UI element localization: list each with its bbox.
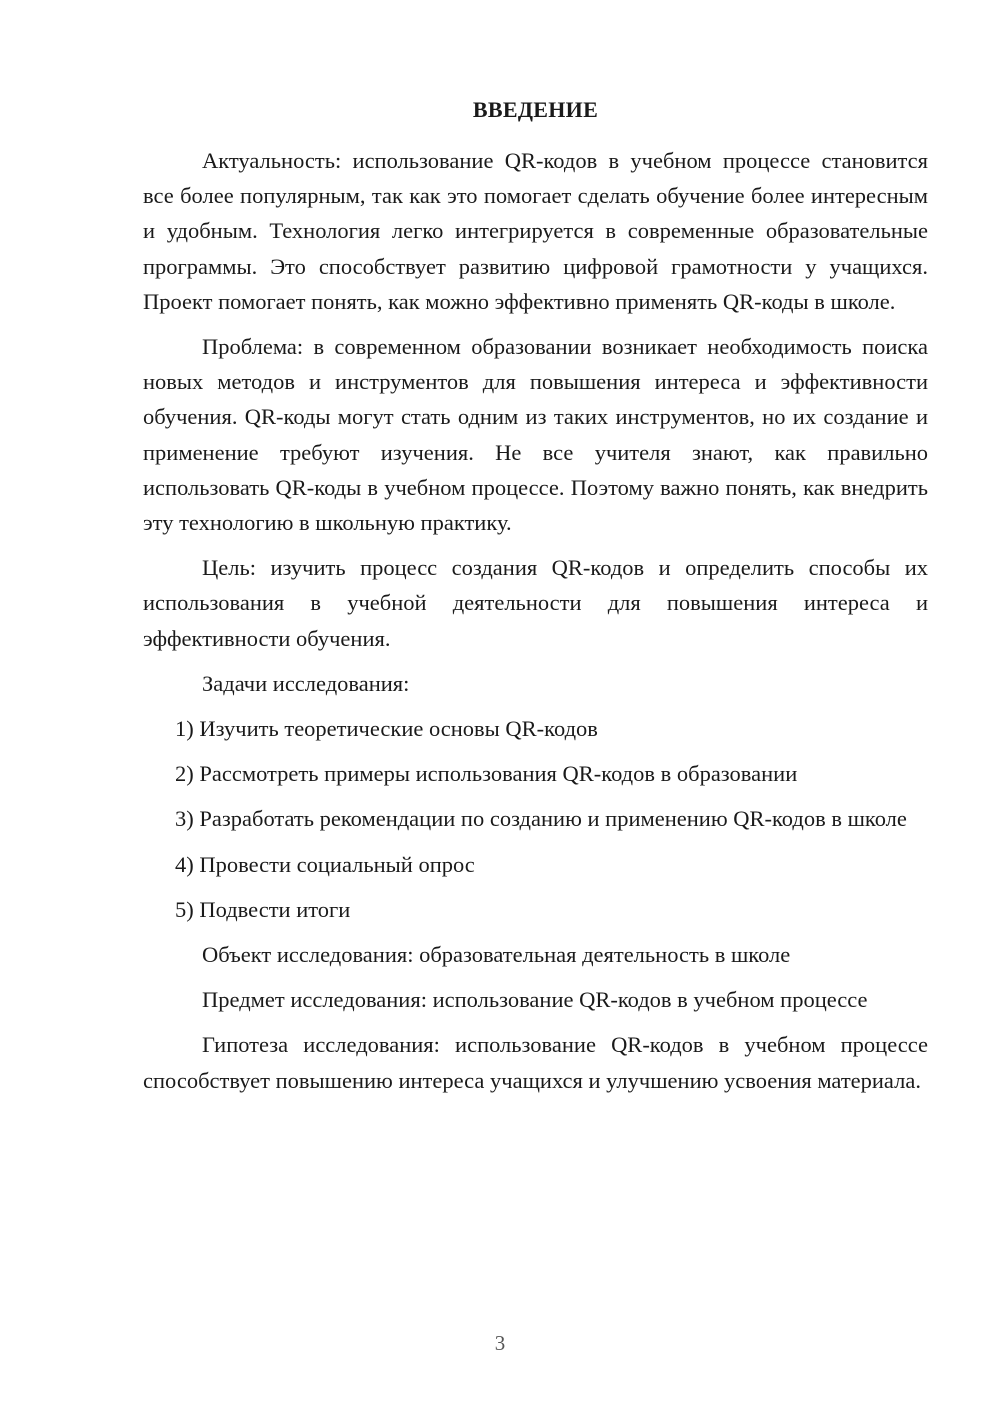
- paragraph-subject: Предмет исследования: использование QR-кодов в учебном процессе: [202, 987, 868, 1013]
- page-number: 3: [494, 1331, 506, 1355]
- task-item-4: 4) Провести социальный опрос: [175, 851, 475, 877]
- task-item-1: 1) Изучить теоретические основы QR-кодов: [175, 716, 598, 742]
- paragraph-hypothesis: Гипотеза исследования: использование QR-кодов в учебном процессе способствует повышению интереса учащихся и улучшению усвоения материала.: [143, 1032, 928, 1093]
- paragraph-object: Объект исследования: образовательная деятельность в школе: [202, 942, 791, 968]
- task-item-2: 2) Рассмотреть примеры использования QR-кодов в образовании: [175, 761, 798, 787]
- task-item-3: 3) Разработать рекомендации по созданию и применению QR-кодов в школе: [175, 806, 907, 832]
- task-item-5: 5) Подвести итоги: [175, 896, 351, 922]
- section-heading: ВВЕДЕНИЕ: [472, 97, 599, 122]
- paragraph-goal: Цель: изучить процесс создания QR-кодов и определить способы их использования в учебной деятельности для повышения интереса и эффективности обучения.: [143, 555, 928, 651]
- paragraph-relevance: Актуальность: использование QR-кодов в учебном процессе становится все более популярным, так как это помогает сделать обучение более интересным и удобным. Технология легко интегрируется в современные образовательные программы. Это способствует развитию цифровой грамотности у учащихся. Проект помогает понять, как можно эффективно применять QR-коды в школе.: [143, 148, 928, 314]
- paragraph-problem: Проблема: в современном образовании возникает необходимость поиска новых методов и инструментов для повышения интереса и эффективности обучения. QR-коды могут стать одним из таких инструментов, но их создание и применение требуют изучения. Не все учителя знают, как правильно использовать QR-коды в учебном процессе. Поэтому важно понять, как внедрить эту технологию в школьную практику.: [143, 334, 928, 536]
- document-page: [143, 94, 928, 1098]
- tasks-title: Задачи исследования:: [202, 670, 410, 696]
